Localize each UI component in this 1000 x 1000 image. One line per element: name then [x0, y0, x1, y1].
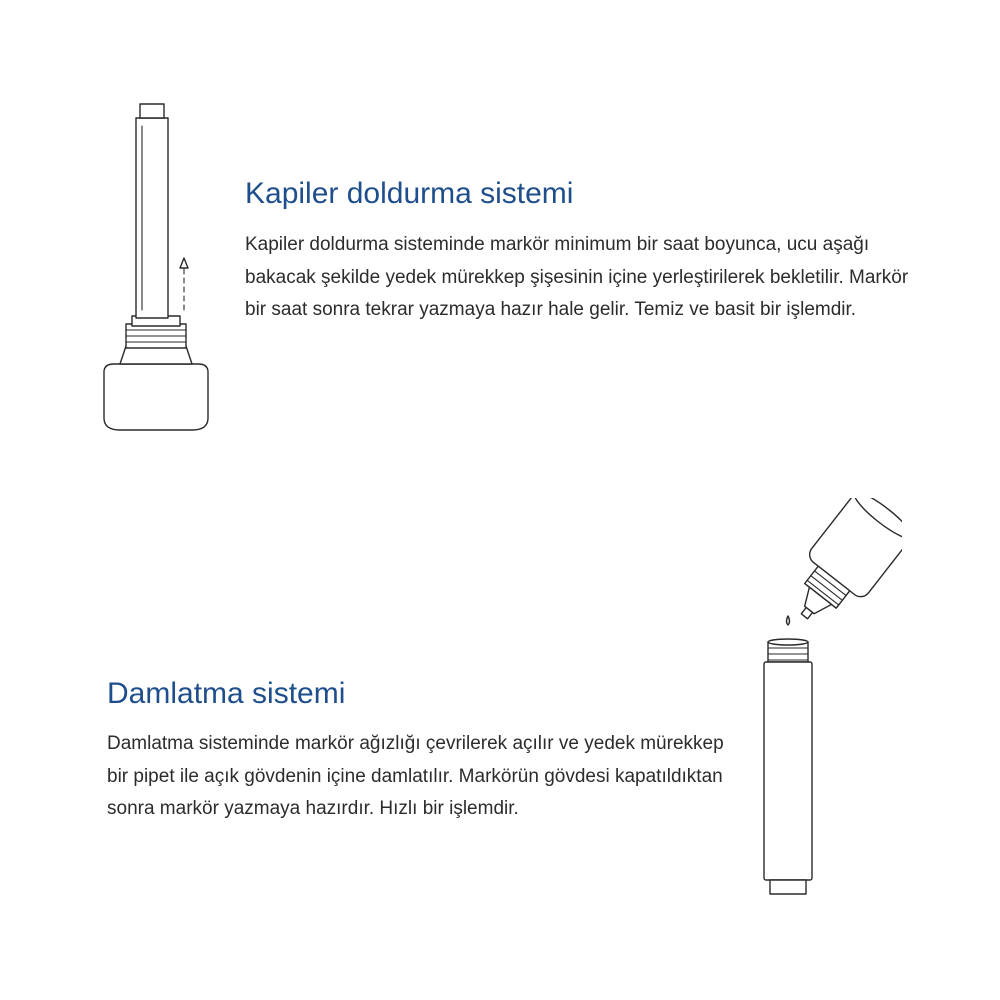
marker-in-refill-bottle-icon	[96, 96, 216, 436]
section-description: Damlatma sisteminde markör ağızlığı çevrilerek açılır ve yedek mürekkep bir pipet ile açık gövdenin içine damlatılır. Markörün gövdesi kapatıldıktan sonra markör yazmaya hazırdır. Hızlı bir işlemdir.	[107, 733, 724, 819]
section-description: Kapiler doldurma sisteminde markör minimum bir saat boyunca, ucu aşağı bakacak şekilde yedek mürekkep şişesinin içine yerleştirilerek bekletilir. Markör bir saat sonra tekrar yazmaya hazır hale gelir. Temiz ve basit bir işlemdir.	[245, 234, 909, 320]
ink-dropper-bottle-icon	[750, 498, 902, 902]
section-title: Damlatma sistemi	[107, 677, 346, 710]
section-title: Kapiler doldurma sistemi	[245, 177, 574, 210]
